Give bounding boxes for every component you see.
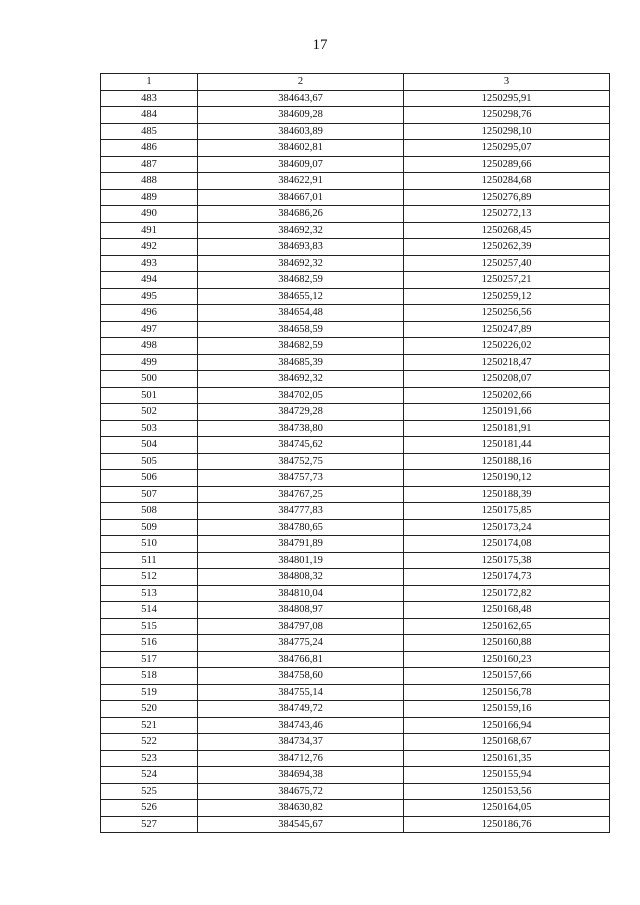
table-row: [101, 90, 610, 107]
table-row: [101, 552, 610, 569]
point-number-cell: 522: [101, 734, 198, 751]
x-coordinate-cell: 384766,81: [198, 651, 404, 668]
table-row: [101, 239, 610, 256]
table-row: [101, 767, 610, 784]
point-number-cell: 505: [101, 453, 198, 470]
y-coordinate-cell: 1250175,85: [404, 503, 610, 520]
table-row: [101, 701, 610, 718]
y-coordinate-cell: 1250188,39: [404, 486, 610, 503]
x-coordinate-cell: 384603,89: [198, 123, 404, 140]
x-coordinate-cell: 384692,32: [198, 371, 404, 388]
point-number-cell: 503: [101, 420, 198, 437]
table-row: [101, 338, 610, 355]
x-coordinate-cell: 384712,76: [198, 750, 404, 767]
table-row: [101, 156, 610, 173]
point-number-cell: 506: [101, 470, 198, 487]
x-coordinate-cell: 384643,67: [198, 90, 404, 107]
column-header-1: 1: [101, 74, 198, 91]
table-row: [101, 816, 610, 833]
table-row: [101, 206, 610, 223]
table-row: [101, 800, 610, 817]
point-number-cell: 519: [101, 684, 198, 701]
y-coordinate-cell: 1250161,35: [404, 750, 610, 767]
x-coordinate-cell: 384745,62: [198, 437, 404, 454]
table-row: [101, 519, 610, 536]
x-coordinate-cell: 384729,28: [198, 404, 404, 421]
x-coordinate-cell: 384777,83: [198, 503, 404, 520]
point-number-cell: 487: [101, 156, 198, 173]
y-coordinate-cell: 1250284,68: [404, 173, 610, 190]
y-coordinate-cell: 1250162,65: [404, 618, 610, 635]
y-coordinate-cell: 1250276,89: [404, 189, 610, 206]
point-number-cell: 491: [101, 222, 198, 239]
x-coordinate-cell: 384757,73: [198, 470, 404, 487]
y-coordinate-cell: 1250173,24: [404, 519, 610, 536]
table-row: [101, 371, 610, 388]
y-coordinate-cell: 1250155,94: [404, 767, 610, 784]
point-number-cell: 507: [101, 486, 198, 503]
point-number-cell: 497: [101, 321, 198, 338]
point-number-cell: 484: [101, 107, 198, 124]
x-coordinate-cell: 384749,72: [198, 701, 404, 718]
table-row: [101, 569, 610, 586]
y-coordinate-cell: 1250159,16: [404, 701, 610, 718]
table-row: [101, 684, 610, 701]
x-coordinate-cell: 384694,38: [198, 767, 404, 784]
y-coordinate-cell: 1250160,23: [404, 651, 610, 668]
x-coordinate-cell: 384767,25: [198, 486, 404, 503]
x-coordinate-cell: 384810,04: [198, 585, 404, 602]
point-number-cell: 515: [101, 618, 198, 635]
table-row: [101, 503, 610, 520]
point-number-cell: 523: [101, 750, 198, 767]
x-coordinate-cell: 384609,07: [198, 156, 404, 173]
y-coordinate-cell: 1250289,66: [404, 156, 610, 173]
point-number-cell: 492: [101, 239, 198, 256]
point-number-cell: 486: [101, 140, 198, 157]
y-coordinate-cell: 1250295,07: [404, 140, 610, 157]
y-coordinate-cell: 1250268,45: [404, 222, 610, 239]
point-number-cell: 493: [101, 255, 198, 272]
y-coordinate-cell: 1250181,91: [404, 420, 610, 437]
table-row: [101, 173, 610, 190]
table-row: [101, 321, 610, 338]
point-number-cell: 485: [101, 123, 198, 140]
y-coordinate-cell: 1250257,40: [404, 255, 610, 272]
table-row: [101, 585, 610, 602]
table-row: [101, 140, 610, 157]
point-number-cell: 514: [101, 602, 198, 619]
table-row: [101, 717, 610, 734]
x-coordinate-cell: 384686,26: [198, 206, 404, 223]
point-number-cell: 500: [101, 371, 198, 388]
point-number-cell: 483: [101, 90, 198, 107]
table-row: [101, 272, 610, 289]
y-coordinate-cell: 1250298,76: [404, 107, 610, 124]
table-header-row: [101, 74, 610, 91]
x-coordinate-cell: 384743,46: [198, 717, 404, 734]
point-number-cell: 494: [101, 272, 198, 289]
point-number-cell: 490: [101, 206, 198, 223]
y-coordinate-cell: 1250257,21: [404, 272, 610, 289]
point-number-cell: 524: [101, 767, 198, 784]
table-row: [101, 602, 610, 619]
table-row: [101, 470, 610, 487]
table-row: [101, 420, 610, 437]
coordinates-table: [100, 73, 610, 833]
table-row: [101, 404, 610, 421]
y-coordinate-cell: 1250174,73: [404, 569, 610, 586]
point-number-cell: 511: [101, 552, 198, 569]
table-row: [101, 651, 610, 668]
x-coordinate-cell: 384808,97: [198, 602, 404, 619]
x-coordinate-cell: 384738,80: [198, 420, 404, 437]
table-row: [101, 536, 610, 553]
x-coordinate-cell: 384682,59: [198, 272, 404, 289]
table-row: [101, 123, 610, 140]
y-coordinate-cell: 1250188,16: [404, 453, 610, 470]
point-number-cell: 504: [101, 437, 198, 454]
point-number-cell: 525: [101, 783, 198, 800]
x-coordinate-cell: 384658,59: [198, 321, 404, 338]
point-number-cell: 502: [101, 404, 198, 421]
x-coordinate-cell: 384609,28: [198, 107, 404, 124]
x-coordinate-cell: 384545,67: [198, 816, 404, 833]
x-coordinate-cell: 384667,01: [198, 189, 404, 206]
y-coordinate-cell: 1250175,38: [404, 552, 610, 569]
y-coordinate-cell: 1250256,56: [404, 305, 610, 322]
table-row: [101, 486, 610, 503]
y-coordinate-cell: 1250298,10: [404, 123, 610, 140]
x-coordinate-cell: 384693,83: [198, 239, 404, 256]
table-row: [101, 354, 610, 371]
y-coordinate-cell: 1250247,89: [404, 321, 610, 338]
point-number-cell: 518: [101, 668, 198, 685]
point-number-cell: 517: [101, 651, 198, 668]
point-number-cell: 508: [101, 503, 198, 520]
y-coordinate-cell: 1250168,67: [404, 734, 610, 751]
table-row: [101, 668, 610, 685]
x-coordinate-cell: 384791,89: [198, 536, 404, 553]
y-coordinate-cell: 1250168,48: [404, 602, 610, 619]
y-coordinate-cell: 1250208,07: [404, 371, 610, 388]
y-coordinate-cell: 1250218,47: [404, 354, 610, 371]
x-coordinate-cell: 384758,60: [198, 668, 404, 685]
point-number-cell: 526: [101, 800, 198, 817]
table-row: [101, 750, 610, 767]
y-coordinate-cell: 1250156,78: [404, 684, 610, 701]
x-coordinate-cell: 384780,65: [198, 519, 404, 536]
y-coordinate-cell: 1250174,08: [404, 536, 610, 553]
x-coordinate-cell: 384797,08: [198, 618, 404, 635]
y-coordinate-cell: 1250191,66: [404, 404, 610, 421]
x-coordinate-cell: 384682,59: [198, 338, 404, 355]
point-number-cell: 489: [101, 189, 198, 206]
x-coordinate-cell: 384808,32: [198, 569, 404, 586]
y-coordinate-cell: 1250295,91: [404, 90, 610, 107]
x-coordinate-cell: 384655,12: [198, 288, 404, 305]
point-number-cell: 521: [101, 717, 198, 734]
point-number-cell: 495: [101, 288, 198, 305]
point-number-cell: 520: [101, 701, 198, 718]
y-coordinate-cell: 1250181,44: [404, 437, 610, 454]
x-coordinate-cell: 384734,37: [198, 734, 404, 751]
table-row: [101, 305, 610, 322]
x-coordinate-cell: 384775,24: [198, 635, 404, 652]
point-number-cell: 513: [101, 585, 198, 602]
x-coordinate-cell: 384752,75: [198, 453, 404, 470]
y-coordinate-cell: 1250202,66: [404, 387, 610, 404]
y-coordinate-cell: 1250157,66: [404, 668, 610, 685]
table-row: [101, 453, 610, 470]
point-number-cell: 499: [101, 354, 198, 371]
y-coordinate-cell: 1250153,56: [404, 783, 610, 800]
y-coordinate-cell: 1250272,13: [404, 206, 610, 223]
table-row: [101, 288, 610, 305]
y-coordinate-cell: 1250160,88: [404, 635, 610, 652]
y-coordinate-cell: 1250164,05: [404, 800, 610, 817]
point-number-cell: 498: [101, 338, 198, 355]
y-coordinate-cell: 1250190,12: [404, 470, 610, 487]
table-row: [101, 783, 610, 800]
column-header-2: 2: [198, 74, 404, 91]
table-row: [101, 255, 610, 272]
x-coordinate-cell: 384654,48: [198, 305, 404, 322]
point-number-cell: 509: [101, 519, 198, 536]
x-coordinate-cell: 384602,81: [198, 140, 404, 157]
y-coordinate-cell: 1250172,82: [404, 585, 610, 602]
table-row: [101, 635, 610, 652]
y-coordinate-cell: 1250166,94: [404, 717, 610, 734]
x-coordinate-cell: 384755,14: [198, 684, 404, 701]
table-row: [101, 222, 610, 239]
x-coordinate-cell: 384675,72: [198, 783, 404, 800]
x-coordinate-cell: 384692,32: [198, 255, 404, 272]
x-coordinate-cell: 384692,32: [198, 222, 404, 239]
table-row: [101, 387, 610, 404]
point-number-cell: 527: [101, 816, 198, 833]
point-number-cell: 516: [101, 635, 198, 652]
x-coordinate-cell: 384702,05: [198, 387, 404, 404]
x-coordinate-cell: 384801,19: [198, 552, 404, 569]
point-number-cell: 512: [101, 569, 198, 586]
x-coordinate-cell: 384685,39: [198, 354, 404, 371]
table-row: [101, 189, 610, 206]
y-coordinate-cell: 1250262,39: [404, 239, 610, 256]
table-row: [101, 437, 610, 454]
x-coordinate-cell: 384622,91: [198, 173, 404, 190]
column-header-3: 3: [404, 74, 610, 91]
y-coordinate-cell: 1250259,12: [404, 288, 610, 305]
x-coordinate-cell: 384630,82: [198, 800, 404, 817]
point-number-cell: 510: [101, 536, 198, 553]
point-number-cell: 496: [101, 305, 198, 322]
table-row: [101, 618, 610, 635]
table-row: [101, 734, 610, 751]
y-coordinate-cell: 1250226,02: [404, 338, 610, 355]
table-body: [101, 90, 610, 833]
point-number-cell: 488: [101, 173, 198, 190]
y-coordinate-cell: 1250186,76: [404, 816, 610, 833]
point-number-cell: 501: [101, 387, 198, 404]
page-number: 17: [312, 37, 328, 53]
table-row: [101, 107, 610, 124]
